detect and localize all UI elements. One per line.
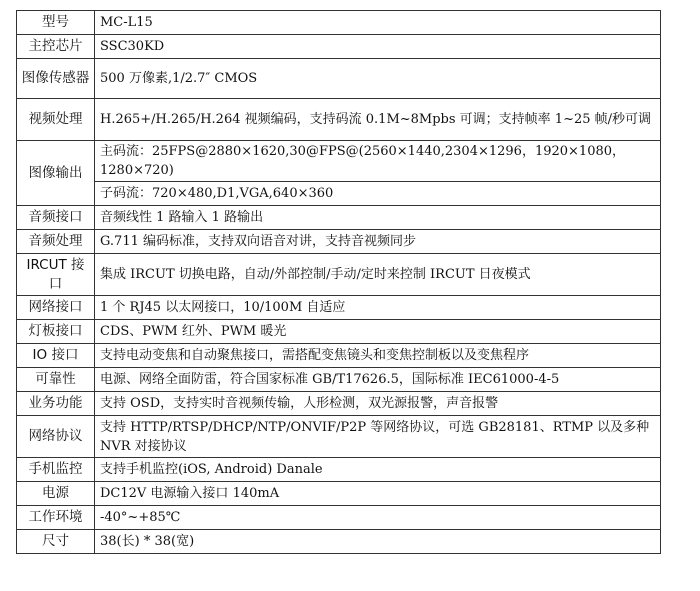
row-label: 灯板接口 [17,320,95,344]
row-label: 网络接口 [17,296,95,320]
row-label: 尺寸 [17,530,95,554]
spec-table [16,10,661,554]
table-row [17,230,661,254]
table-row [17,320,661,344]
table-row [17,482,661,506]
row-value: 支持 OSD，支持实时音视频传输，人形检测，双光源报警，声音报警 [95,392,661,416]
row-label: 图像输出 [17,141,95,206]
table-row [17,344,661,368]
table-row [17,392,661,416]
row-label: 业务功能 [17,392,95,416]
row-value: DC12V 电源输入接口 140mA [95,482,661,506]
row-label: 图像传感器 [17,59,95,99]
row-label: 型号 [17,11,95,35]
row-value: MC-L15 [95,11,661,35]
row-label: IO 接口 [17,344,95,368]
table-row [17,99,661,141]
row-value: 支持 HTTP/RTSP/DHCP/NTP/ONVIF/P2P 等网络协议，可选 GB28181、RTMP 以及多种 NVR 对接协议 [95,416,661,458]
row-label: IRCUT 接口 [17,254,95,296]
row-label: 视频处理 [17,99,95,141]
row-label: 音频处理 [17,230,95,254]
table-row [17,506,661,530]
row-label: 音频接口 [17,206,95,230]
table-row [17,530,661,554]
row-label: 网络协议 [17,416,95,458]
row-value-secondary: 子码流：720×480,D1,VGA,640×360 [95,182,661,206]
row-label: 工作环境 [17,506,95,530]
row-value: 音频线性 1 路输入 1 路输出 [95,206,661,230]
row-value: 支持电动变焦和自动聚焦接口，需搭配变焦镜头和变焦控制板以及变焦程序 [95,344,661,368]
row-label: 电源 [17,482,95,506]
table-row [17,416,661,458]
row-value: 500 万像素,1/2.7″ CMOS [95,59,661,99]
row-label: 主控芯片 [17,35,95,59]
table-row [17,59,661,99]
table-row [17,296,661,320]
row-label: 手机监控 [17,458,95,482]
table-row [17,458,661,482]
row-value: 电源、网络全面防雷，符合国家标准 GB/T17626.5，国际标准 IEC61000-4-5 [95,368,661,392]
row-value: 集成 IRCUT 切换电路，自动/外部控制/手动/定时来控制 IRCUT 日夜模式 [95,254,661,296]
row-value: -40°~+85℃ [95,506,661,530]
row-value: SSC30KD [95,35,661,59]
table-row [17,254,661,296]
row-label: 可靠性 [17,368,95,392]
row-value: CDS、PWM 红外、PWM 暖光 [95,320,661,344]
row-value: 主码流：25FPS@2880×1620,30@FPS@(2560×1440,2304×1296，1920×1080，1280×720) [95,141,661,182]
row-value: 支持手机监控(iOS, Android) Danale [95,458,661,482]
table-row [17,11,661,35]
table-row [17,141,661,182]
table-row [17,206,661,230]
row-value: G.711 编码标准，支持双向语音对讲，支持音视频同步 [95,230,661,254]
table-row [17,35,661,59]
table-row [17,368,661,392]
row-value: 1 个 RJ45 以太网接口，10/100M 自适应 [95,296,661,320]
row-value: 38(长) * 38(宽) [95,530,661,554]
table-row [17,182,661,206]
row-value: H.265+/H.265/H.264 视频编码，支持码流 0.1M~8Mpbs 可调；支持帧率 1~25 帧/秒可调 [95,99,661,141]
